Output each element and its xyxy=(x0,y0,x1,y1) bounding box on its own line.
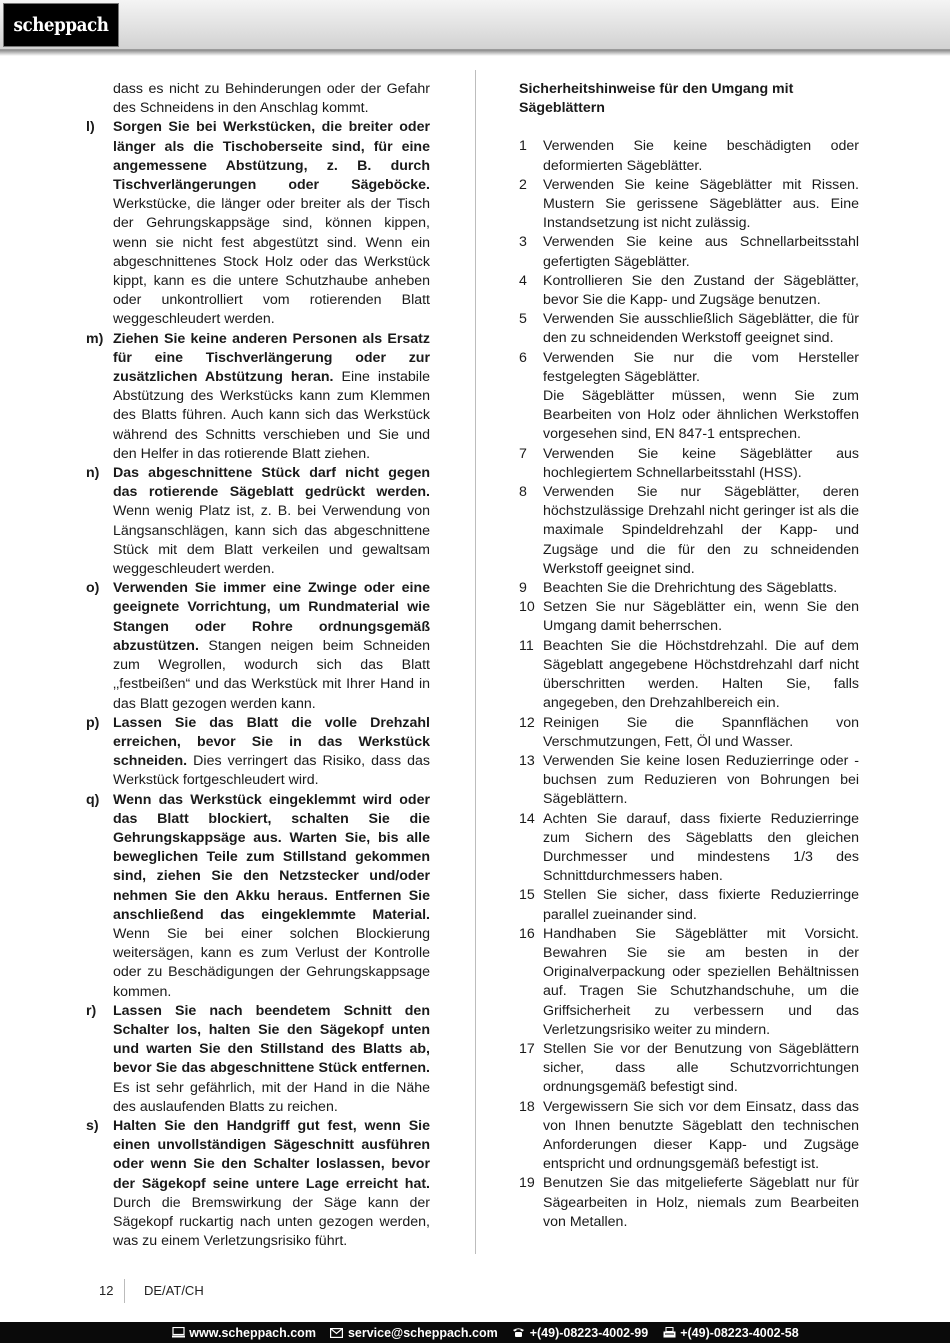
sawblade-item-1 xyxy=(519,137,859,175)
left-column xyxy=(86,80,430,1251)
sawblade-item-19 xyxy=(519,1174,859,1232)
item-bold-text: Lassen Sie das Blatt die volle Drehzahl erreichen, bevor Sie in das Werkstück schneiden. xyxy=(113,714,430,770)
item-text: Reinigen Sie die Spannflächen von Verschmutzungen, Fett, Öl und Wasser. xyxy=(543,714,859,750)
item-label: q) xyxy=(86,791,100,808)
sawblade-item-17 xyxy=(519,1040,859,1098)
item-text: Verwenden Sie keine beschädigten oder deformierten Sägeblätter. xyxy=(543,138,859,174)
phone-number[interactable]: +(49)-08223-4002-99 xyxy=(529,1325,649,1340)
sawblade-item-4 xyxy=(519,272,859,310)
item-label: o) xyxy=(86,580,100,597)
item-number: 2 xyxy=(519,176,527,193)
item-text: Wenn wenig Platz ist, z. B. bei Verwendung von Längsanschlägen, kann sich das abgeschnittene Stück mit dem Blatt verkeilen und gewaltsam weggeschleudert werden. xyxy=(113,503,430,578)
phone-contact xyxy=(512,1326,649,1340)
sawblade-item-14 xyxy=(519,810,859,887)
scheppach-logo xyxy=(3,3,119,47)
email-link[interactable]: service@scheppach.com xyxy=(347,1325,498,1340)
item-number: 5 xyxy=(519,311,527,328)
item-number: 6 xyxy=(519,349,527,366)
safety-item-q xyxy=(86,791,430,1002)
email-contact xyxy=(330,1326,498,1340)
footer-separator xyxy=(124,1279,125,1303)
item-bold-text: Wenn das Werkstück eingeklemmt wird oder das Blatt blockiert, schalten Sie die Gehrungskappsäge aus. Warten Sie, bis alle beweglichen Teile zum Stillstand gekommen sind, ziehen Sie den Netzstecker und/oder nehmen Sie den Akku heraus. Entfernen Sie anschließend das eingeklemmte Material. xyxy=(113,791,430,923)
sawblade-item-2 xyxy=(519,176,859,234)
sawblade-item-10 xyxy=(519,598,859,636)
item-text: Verwenden Sie keine aus Schnellarbeitsstahl gefertigten Sägeblätter. xyxy=(543,234,859,270)
safety-item-n xyxy=(86,464,430,579)
item-number: 16 xyxy=(519,925,535,942)
intro-text: dass es nicht zu Behinderungen oder der Gefahr des Schneidens in den Anschlag kommt. xyxy=(113,81,430,117)
region-label: DE/AT/CH xyxy=(144,1283,204,1298)
item-text: Eine instabile Abstützung des Werkstücks kann zum Klemmen des Blatts führen. Auch kann sich das Werkstück während des Schnitts verschieben und Sie und den Helfer in das rotierende Blatt ziehen. xyxy=(113,369,430,462)
safety-item-m xyxy=(86,330,430,464)
item-text: Wenn Sie bei einer solchen Blockierung weitersägen, kann es zum Verlust der Kontrolle oder zu Beschädigungen der Gehrungskappsage kommen. xyxy=(113,925,430,1000)
sawblade-item-6 xyxy=(519,349,859,445)
item-text: Kontrollieren Sie den Zustand der Sägeblätter, bevor Sie die Kapp- und Zugsäge benutzen. xyxy=(543,272,859,309)
item-bold-text: Lassen Sie nach beendetem Schnitt den Schalter los, halten Sie den Sägekopf unten und warten Sie den Stillstand des Blatts ab, bevor Sie das abgeschnittene Stück entfernen. xyxy=(113,1002,430,1077)
item-number: 9 xyxy=(519,580,527,597)
item-number: 4 xyxy=(519,272,527,289)
contact-bar xyxy=(0,1322,950,1343)
item-label: l) xyxy=(86,119,95,136)
sawblade-item-3 xyxy=(519,233,859,271)
column-divider xyxy=(475,70,476,1254)
item-number: 11 xyxy=(519,637,534,654)
item-text: Verwenden Sie nur Sägeblätter, deren höchstzulässige Drehzahl nicht geringer ist als die maximale Spindeldrehzahl der Kapp- und Zugsäge und die für den zu schneidenden Werkstoff geeignet sind. xyxy=(543,484,859,577)
sawblade-item-15 xyxy=(519,886,859,924)
item-number: 13 xyxy=(519,752,535,769)
item-number: 15 xyxy=(519,887,535,904)
item-number: 19 xyxy=(519,1175,535,1192)
item-number: 7 xyxy=(519,445,527,462)
item-number: 17 xyxy=(519,1040,535,1057)
sawblade-item-11 xyxy=(519,637,859,714)
computer-icon xyxy=(171,1327,185,1339)
website-contact xyxy=(171,1326,316,1340)
sawblade-item-8 xyxy=(519,483,859,579)
item-text: Stellen Sie vor der Benutzung von Sägeblättern sicher, dass alle Schutzvorrichtungen ordnungsgemäß befestigt sind. xyxy=(543,1040,859,1096)
item-text: Werkstücke, die länger oder breiter als der Tisch der Gehrungskappsäge sind, können kippen, wenn sie nicht fest abgestützt sind. Wenn ein abgeschnittenes Stock Holz oder das Werkstück kippt, kann es die untere Schutzhaube anheben oder unkontrolliert vom rotierenden Blatt weggeschleudert werden. xyxy=(113,196,430,328)
page-number: 12 xyxy=(99,1283,114,1298)
envelope-icon xyxy=(330,1327,344,1339)
sawblade-item-18 xyxy=(519,1098,859,1175)
item-text: Stangen neigen beim Schneiden zum Wegrollen, wodurch sich das Blatt ‚‚festbeißen“ und das Werkstück mit Ihrer Hand in das Blatt gezogen werden kann. xyxy=(113,637,430,712)
item-label: p) xyxy=(86,714,100,731)
item-text: Achten Sie darauf, dass fixierte Reduzierringe zum Sichern des Sägeblatts den gleichen Durchmesser und mindestens 1/3 des Schnittdurchmessers haben. xyxy=(543,810,859,885)
item-note: Die Sägeblätter müssen, wenn Sie zum Bearbeiten von Holz oder ähnlichen Werkstoffen vorgesehen sind, EN 847-1 entsprechen. xyxy=(543,388,859,443)
section-heading: Sicherheitshinweise für den Umgang mit Sägeblättern xyxy=(519,81,794,117)
fax-number: +(49)-08223-4002-58 xyxy=(680,1325,799,1340)
item-bold-text: Halten Sie den Handgriff gut fest, wenn Sie einen unvollständigen Sägeschnitt ausführen oder wenn Sie den Schalter loslassen, bevor der Sägekopf seine untere Lage erreicht hat. xyxy=(113,1117,430,1192)
logo-text: scheppach xyxy=(13,14,109,36)
item-text: Verwenden Sie keine Sägeblätter mit Rissen. Mustern Sie gerissene Sägeblätter aus. Eine Instandsetzung ist nicht zulässig. xyxy=(543,176,859,232)
safety-item-o xyxy=(86,579,430,713)
safety-item-r xyxy=(86,1002,430,1117)
item-text: Handhaben Sie Sägeblätter mit Vorsicht. Bewahren Sie sie am besten in der Originalverpackung oder speziellen Behältnissen auf. Tragen Sie Schutzhandschuhe, um die Griffsicherheit zu verbessern und das Verletzungsrisiko weiter zu mindern. xyxy=(543,925,859,1038)
item-label: s) xyxy=(86,1117,99,1134)
website-link[interactable]: www.scheppach.com xyxy=(189,1325,316,1340)
item-text: Vergewissern Sie sich vor dem Einsatz, dass das von Ihnen benutzte Sägeblatt den technischen Anforderungen dieser Kapp- und Zugsäge entspricht und ordnungsgemäß befestigt ist. xyxy=(543,1098,859,1173)
item-text: Stellen Sie sicher, dass fixierte Reduzierringe parallel zueinander sind. xyxy=(543,887,859,923)
item-text: Beachten Sie die Höchstdrehzahl. Die auf dem Sägeblatt angegebene Höchstdrehzahl darf nicht überschritten werden. Halten Sie, falls angegeben, den Drehzahlbereich ein. xyxy=(543,637,859,712)
item-text: Benutzen Sie das mitgelieferte Sägeblatt nur für Sägearbeiten in Holz, niemals zum Bearbeiten von Metallen. xyxy=(543,1175,859,1230)
item-bold-text: Ziehen Sie keine anderen Personen als Ersatz für eine Tischverlängerung oder zur zusätzlichen Abstützung heran. xyxy=(113,330,430,386)
sawblade-item-7 xyxy=(519,445,859,483)
item-number: 8 xyxy=(519,484,527,501)
item-label: m) xyxy=(86,330,104,347)
item-number: 10 xyxy=(519,599,535,616)
item-text: Verwenden Sie keine losen Reduzierringe oder -buchsen zum Reduzieren von Bohrungen bei Sägeblättern. xyxy=(543,752,859,808)
sawblade-item-13 xyxy=(519,752,859,810)
item-text: Verwenden Sie ausschließlich Sägeblätter, die für den zu schneidenden Werkstoff geeignet sind. xyxy=(543,311,859,347)
item-bold-text: Verwenden Sie immer eine Zwinge oder eine geeignete Vorrichtung, um Rundmaterial wie Stangen oder Rohre ordnungsgemäß abzustützen. xyxy=(113,580,430,654)
item-bold-text: Sorgen Sie bei Werkstücken, die breiter oder länger als die Tischoberseite sind, für eine angemessene Abstützung, z. B. durch Tischverlängerungen oder Sägeböcke. xyxy=(113,119,430,194)
item-number: 12 xyxy=(519,714,535,731)
item-bold-text: Das abgeschnittene Stück darf nicht gegen das rotierende Sägeblatt gedrückt werden. xyxy=(113,465,430,501)
page-header xyxy=(0,0,950,50)
item-text: Beachten Sie die Drehrichtung des Sägeblatts. xyxy=(543,580,838,597)
sawblade-item-16 xyxy=(519,925,859,1040)
safety-item-s xyxy=(86,1117,430,1251)
item-text: Setzen Sie nur Sägeblätter ein, wenn Sie den Umgang damit beherrschen. xyxy=(543,599,859,635)
item-number: 14 xyxy=(519,810,535,827)
item-label: r) xyxy=(86,1002,97,1019)
safety-item-l xyxy=(86,118,430,329)
sawblade-item-12 xyxy=(519,714,859,752)
item-number: 18 xyxy=(519,1098,535,1115)
header-shadow xyxy=(0,50,950,56)
item-text: Dies verringert das Risiko, dass das Werkstück fortgeschleudert wird. xyxy=(113,753,430,789)
item-number: 1 xyxy=(519,138,527,155)
item-label: n) xyxy=(86,465,100,482)
right-column xyxy=(519,80,859,1232)
sawblade-item-9 xyxy=(519,579,859,598)
safety-item-p xyxy=(86,714,430,791)
item-text: Verwenden Sie nur die vom Hersteller festgelegten Sägeblätter. xyxy=(543,349,859,385)
sawblade-item-5 xyxy=(519,310,859,348)
fax-contact xyxy=(662,1326,799,1340)
item-number: 3 xyxy=(519,234,527,251)
fax-icon xyxy=(662,1327,676,1339)
item-text: Verwenden Sie keine Sägeblätter aus hochlegiertem Schnellarbeitsstahl (HSS). xyxy=(543,445,859,481)
telephone-icon xyxy=(512,1327,526,1339)
item-text: Es ist sehr gefährlich, mit der Hand in die Nähe des auslaufenden Blatts zu reichen. xyxy=(113,1079,430,1115)
item-text: Durch die Bremswirkung der Säge kann der Sägekopf ruckartig nach unten gezogen werden, was zu einem Verletzungsrisiko führt. xyxy=(113,1194,430,1250)
